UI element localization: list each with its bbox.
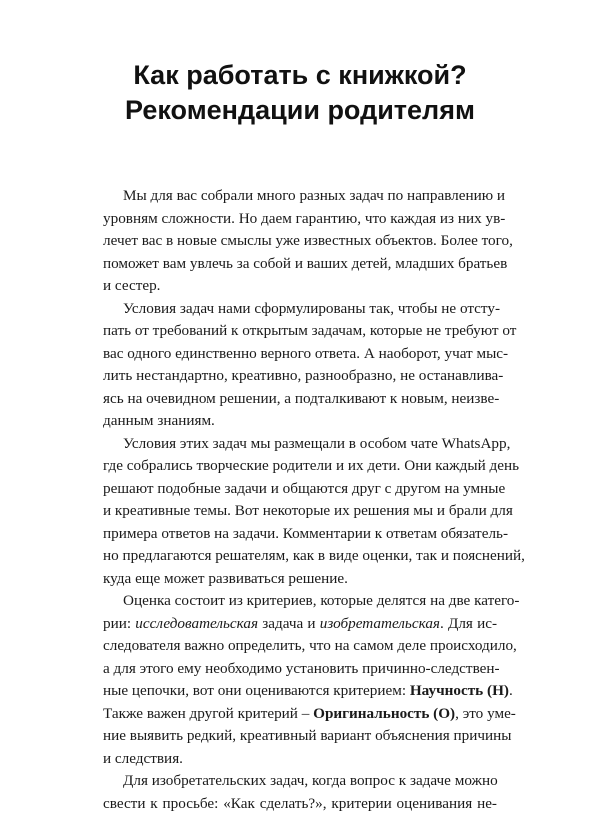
text-line: а для этого ему необходимо установить причинно-следствен-	[103, 658, 497, 681]
text-line: Оценка состоит из критериев, которые делятся на две катего-	[103, 590, 497, 613]
bold-criterion-scientific: Научность (Н)	[410, 682, 509, 699]
text-line: лечет вас в новые смыслы уже известных объектов. Более того,	[103, 230, 497, 253]
text-line: вас одного единственно верного ответа. А наоборот, учат мыс-	[103, 343, 497, 366]
italic-term-research: исследовательская	[135, 615, 258, 632]
bold-criterion-originality: Оригинальность (О)	[313, 705, 455, 722]
text-fragment: ные цепочки, вот они оцениваются критерием:	[103, 682, 410, 699]
text-line	[103, 613, 497, 636]
text-line: но предлагаются решателям, как в виде оценки, так и пояснений,	[103, 545, 497, 568]
paragraph-4	[103, 590, 497, 770]
text-line: Мы для вас собрали много разных задач по направлению и	[103, 185, 497, 208]
page-title-line-2: Рекомендации родителям	[0, 93, 600, 128]
text-line: и креативные темы. Вот некоторые их решения мы и брали для	[103, 500, 497, 523]
text-line	[103, 703, 497, 726]
text-line: пать от требований к открытым задачам, которые не требуют от	[103, 320, 497, 343]
text-line: и следствия.	[103, 748, 497, 771]
text-line: поможет вам увлечь за собой и ваших детей, младших братьев	[103, 253, 497, 276]
text-line: примера ответов на задачи. Комментарии к ответам обязатель-	[103, 523, 497, 546]
text-line	[103, 680, 497, 703]
text-line: ясь на очевидном решении, а подталкивают к новым, неизве-	[103, 388, 497, 411]
text-line: Условия задач нами сформулированы так, чтобы не отсту-	[103, 298, 497, 321]
paragraph-5	[103, 770, 497, 815]
body-text	[103, 185, 497, 815]
page-title-line-1: Как работать с книжкой?	[0, 58, 600, 93]
page-title	[0, 58, 600, 128]
text-line: следователя важно определить, что на самом деле происходило,	[103, 635, 497, 658]
text-fragment: задача и	[258, 615, 320, 632]
text-line: данным знаниям.	[103, 410, 497, 433]
text-fragment: Также важен другой критерий –	[103, 705, 313, 722]
text-line: куда еще может развиваться решение.	[103, 568, 497, 591]
text-fragment: рии:	[103, 615, 135, 632]
text-line: решают подобные задачи и общаются друг с другом на умные	[103, 478, 497, 501]
text-fragment: , это уме-	[455, 705, 516, 722]
paragraph-3	[103, 433, 497, 591]
italic-term-invention: изобретательская	[320, 615, 440, 632]
text-line: лить нестандартно, креативно, разнообразно, не останавлива-	[103, 365, 497, 388]
text-line: Для изобретательских задач, когда вопрос к задаче можно	[103, 770, 497, 793]
text-line: Условия этих задач мы размещали в особом чате WhatsApp,	[103, 433, 497, 456]
paragraph-1	[103, 185, 497, 298]
text-line: свести к просьбе: «Как сделать?», критерии оценивания не-	[103, 793, 497, 815]
text-fragment: .	[509, 682, 513, 699]
text-line: где собрались творческие родители и их дети. Они каждый день	[103, 455, 497, 478]
text-line: и сестер.	[103, 275, 497, 298]
text-fragment: . Для ис-	[440, 615, 497, 632]
text-line: уровням сложности. Но даем гарантию, что каждая из них ув-	[103, 208, 497, 231]
paragraph-2	[103, 298, 497, 433]
text-line: ние выявить редкий, креативный вариант объяснения причины	[103, 725, 497, 748]
